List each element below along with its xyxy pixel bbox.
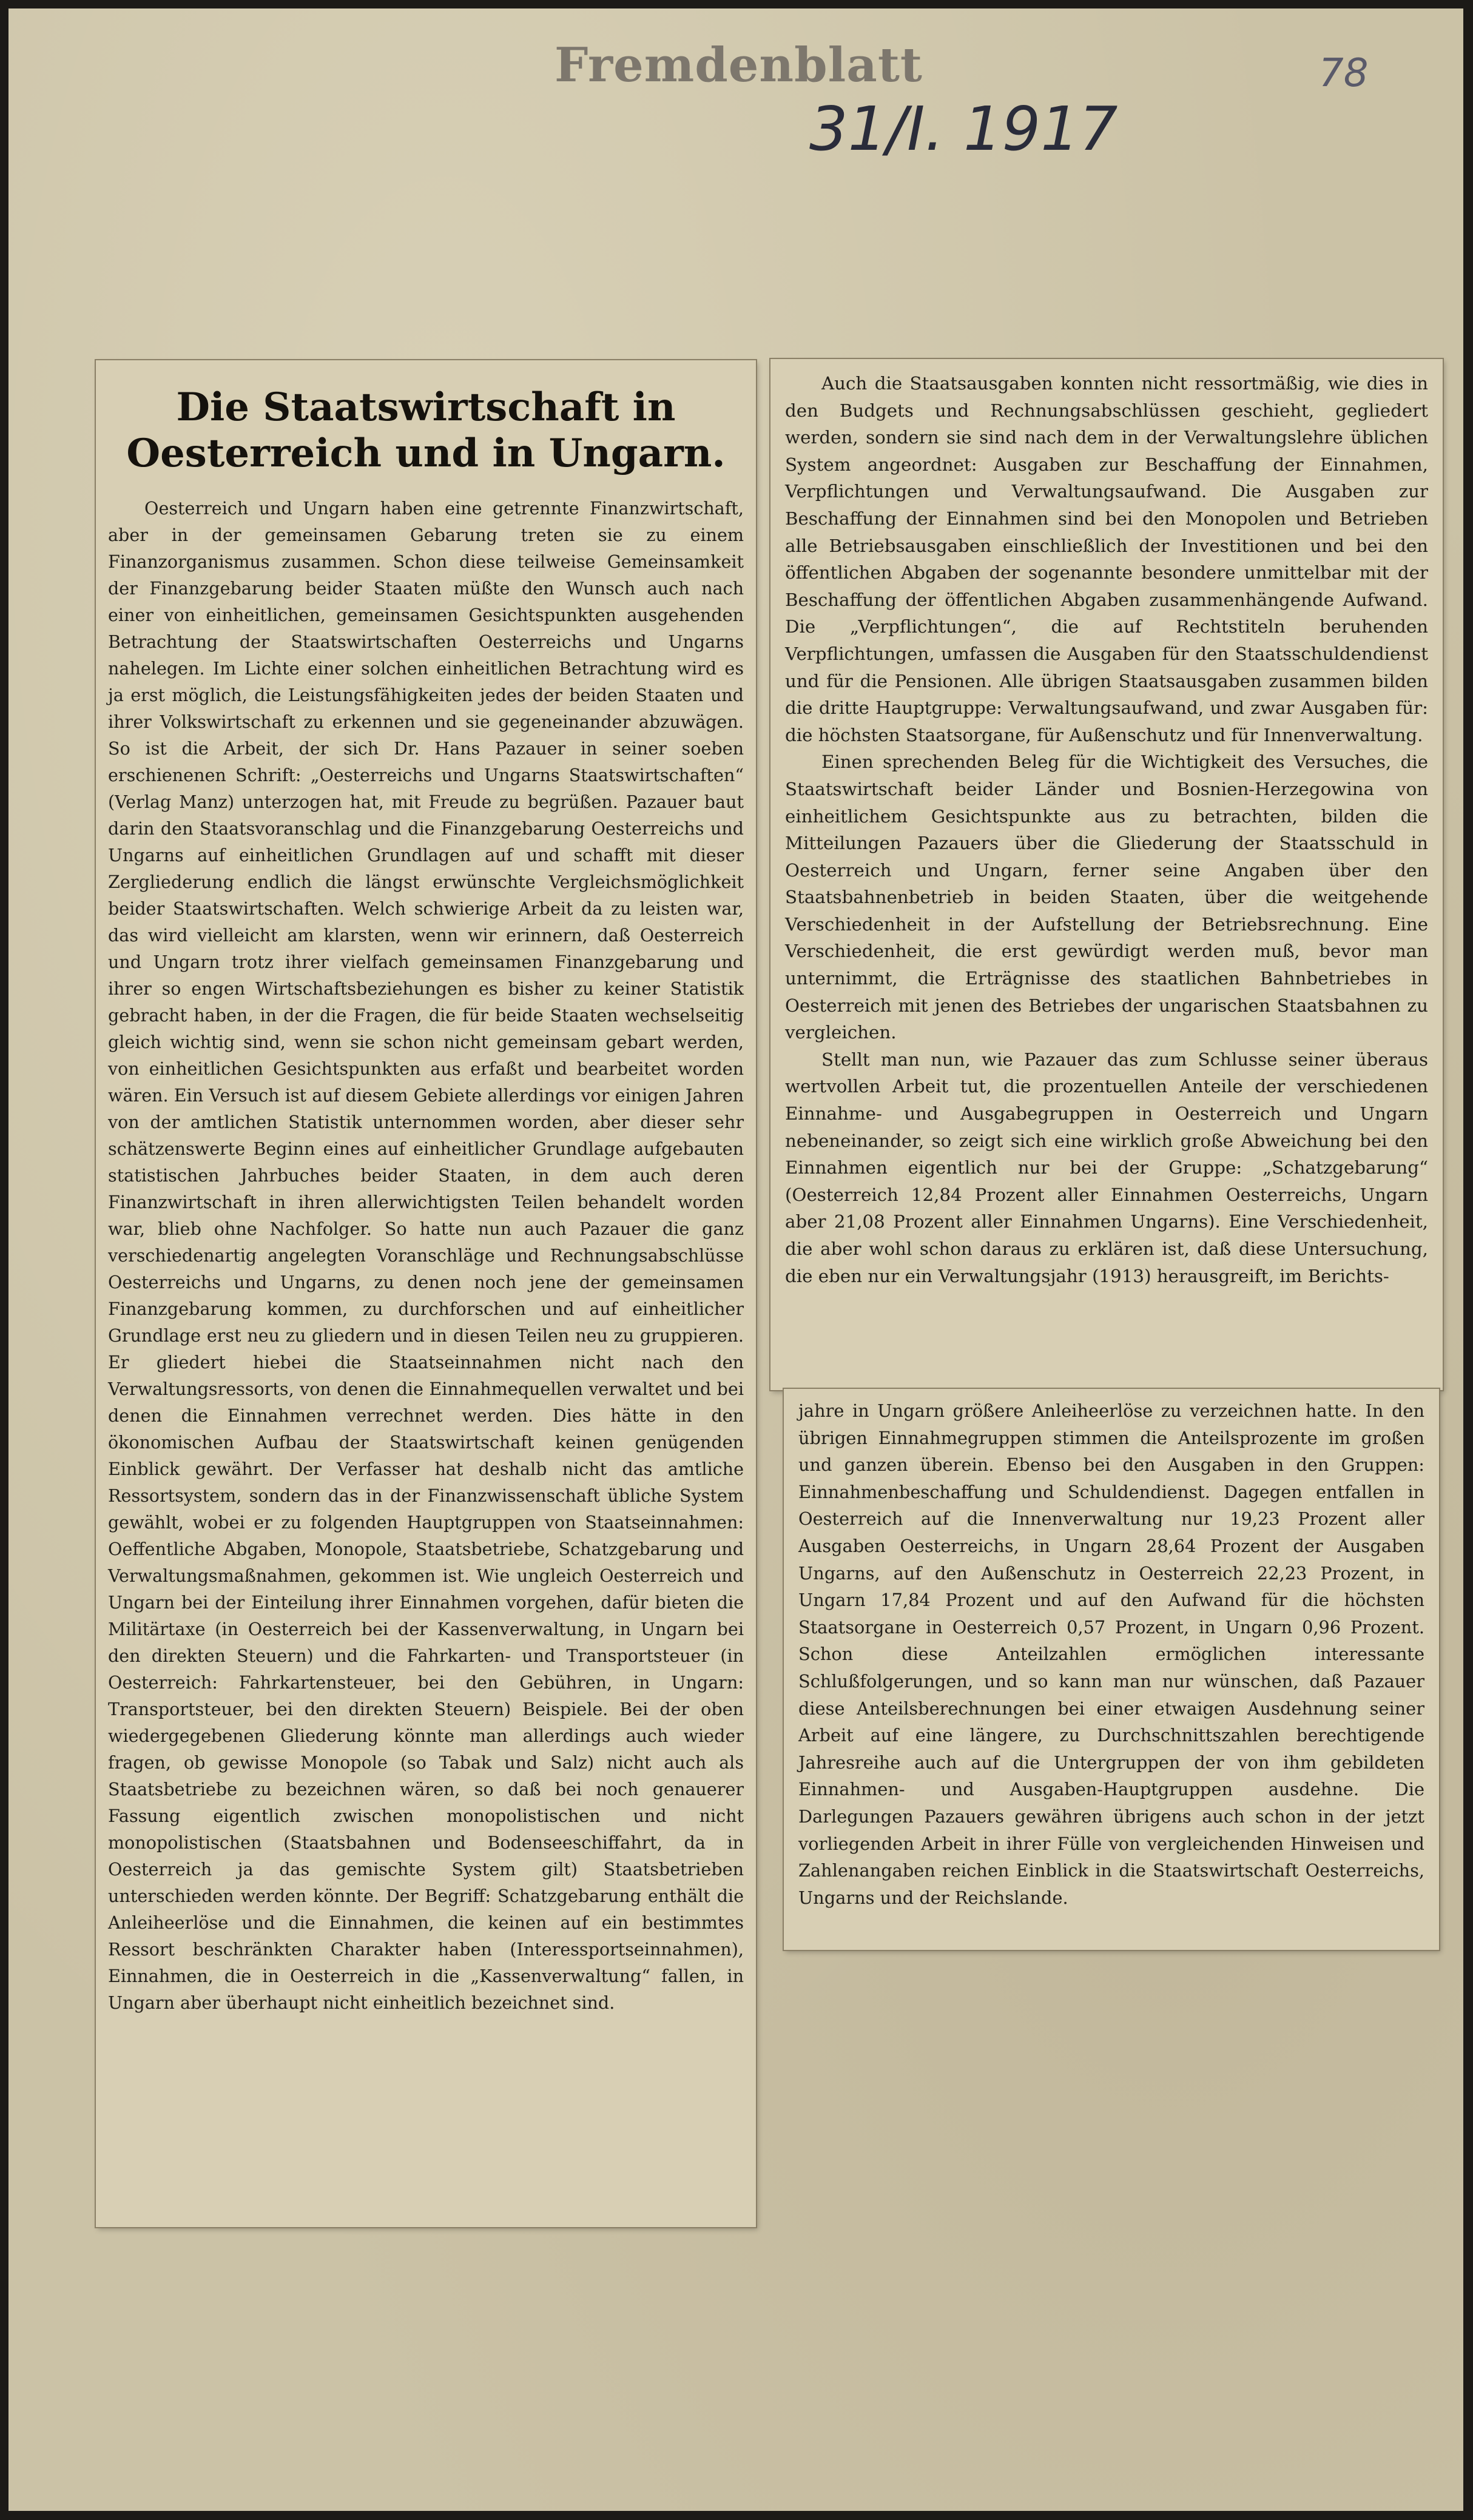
- paragraph: Einen sprechenden Beleg für die Wichtigkeit des Versuches, die Staatswirtschaft beider Länder und Bosnien-Herzegowina von einheitlichem Gesichtspunkte aus zu betrachten, bilden die Mitteilungen Pazauers über die Gliederung der Staatsschuld in Oesterreich und Ungarn, ferner seine Angaben über den Staatsbahnenbetrieb in beiden Staaten, über die weitgehende Verschiedenheit in der Aufstellung der Betriebsrechnung. Eine Verschiedenheit, die erst gewürdigt werden muß, bevor man unternimmt, die Erträgnisse des staatlichen Bahnbetriebes in Oesterreich mit jenen des Betriebes der ungarischen Staatsbahnen zu vergleichen.: [785, 751, 1428, 1043]
- paragraph: jahre in Ungarn größere Anleiheerlöse zu verzeichnen hatte. In den übrigen Einnahmegruppen stimmen die Anteilsprozente im großen und ganzen überein. Ebenso bei den Ausgaben in den Gruppen: Einnahmenbeschaffung und Schuldendienst. Dagegen entfallen in Oesterreich auf die Innenverwaltung nur 19,23 Prozent aller Ausgaben Oesterreichs, in Ungarn 28,64 Prozent der Ausgaben Ungarns, auf den Außenschutz in Oesterreich 22,23 Prozent, in Ungarn 17,84 Prozent und auf den Aufwand für die höchsten Staatsorgane in Oesterreich 0,57 Prozent, in Ungarn 0,96 Prozent. Schon diese Anteilzahlen ermöglichen interessante Schlußfolgerungen, und so kann man nur wünschen, daß Pazauer diese Anteilsberechnungen bei einer etwaigen Ausdehnung seiner Arbeit auf eine längere, zu Durchschnittszahlen berechtigende Jahresreihe auch auf die Untergruppen der von ihm gebildeten Einnahmen- und Ausgaben-Hauptgruppen ausdehne. Die Darlegungen Pazauers gewähren übrigens auch schon in der jetzt vorliegenden Arbeit in ihrer Fülle von vergleichenden Hinweisen und Zahlenangaben reichen Einblick in die Staatswirtschaft Oesterreichs, Ungarns und der Reichslande.: [798, 1400, 1424, 1908]
- article-body-right-top: [785, 370, 1428, 1289]
- paragraph: Auch die Staatsausgaben konnten nicht ressortmäßig, wie dies in den Budgets und Rechnungsabschlüssen geschieht, gegliedert werden, sondern sie sind nach dem in der Verwaltungslehre üblichen System angeordnet: Ausgaben zur Beschaffung der Einnahmen, Verpflichtungen und Verwaltungsaufwand. Die Ausgaben zur Beschaffung der Einnahmen sind bei den Monopolen und Betrieben alle Betriebsausgaben einschließlich der Investitionen und bei den öffentlichen Abgaben der sogenannte besondere unmittelbar mit der Beschaffung der öffentlichen Abgaben zusammenhängende Aufwand. Die „Verpflichtungen“, die auf Rechtstiteln beruhenden Verpflichtungen, umfassen die Ausgaben für den Staatsschuldendienst und für die Pensionen. Alle übrigen Staatsausgaben zusammen bilden die dritte Hauptgruppe: Verwaltungsaufwand, und zwar Ausgaben für: die höchsten Staatsorgane, für Außenschutz und für Innenverwaltung.: [785, 373, 1428, 745]
- article-body-right-bottom: [798, 1397, 1424, 1911]
- handwritten-date: 31/I. 1917: [809, 93, 1118, 164]
- publication-stamp: Fremdenblatt: [554, 38, 923, 93]
- article-clipping-right-bottom: [784, 1389, 1439, 1950]
- paragraph: Stellt man nun, wie Pazauer das zum Schlusse seiner überaus wertvollen Arbeit tut, die prozentuellen Anteile der verschiedenen Einnahme- und Ausgabegruppen in Oesterreich und Ungarn nebeneinander, so zeigt sich eine wirklich große Abweichung bei den Einnahmen eigentlich nur bei der Gruppe: „Schatzgebarung“ (Oesterreich 12,84 Prozent aller Einnahmen Oesterreichs, Ungarn aber 21,08 Prozent aller Einnahmen Ungarns). Eine Verschiedenheit, die aber wohl schon daraus zu erklären ist, daß diese Untersuchung, die eben nur ein Verwaltungsjahr (1913) herausgreift, im Berichts-: [785, 1049, 1428, 1286]
- article-clipping-left: [96, 360, 756, 2227]
- paragraph: Oesterreich und Ungarn haben eine getrennte Finanzwirtschaft, aber in der gemeinsamen Gebarung treten sie zu einem Finanzorganismus zusammen. Schon diese teilweise Gemeinsamkeit der Finanzgebarung beider Staaten müßte den Wunsch auch nach einer von einheitlichen, gemeinsamen Gesichtspunkten ausgehenden Betrachtung der Staatswirtschaften Oesterreichs und Ungarns nahelegen. Im Lichte einer solchen einheitlichen Betrachtung wird es ja erst möglich, die Leistungsfähigkeiten jedes der beiden Staaten und ihrer Volkswirtschaft zu erkennen und sie gegeneinander abzuwägen. So ist die Arbeit, der sich Dr. Hans Pazauer in seiner soeben erschienenen Schrift: „Oesterreichs und Ungarns Staatswirtschaften“ (Verlag Manz) unterzogen hat, mit Freude zu begrüßen. Pazauer baut darin den Staatsvoranschlag und die Finanzgebarung Oesterreichs und Ungarns auf einheitlichen Grundlagen auf und schafft mit dieser Zergliederung endlich die längst erwünschte Vergleichsmöglichkeit beider Staatswirtschaften. Welch schwierige Arbeit da zu leisten war, das wird vielleicht am klarsten, wenn wir erinnern, daß Oesterreich und Ungarn trotz ihrer vielfach gemeinsamen Finanzgebarung und ihrer so engen Wirtschaftsbeziehungen es bisher zu keiner Statistik gebracht haben, in der die Fragen, die für beide Staaten wechselseitig gleich wichtig sind, wenn sie schon nicht gemeinsam gebart werden, von einheitlichen Gesichtspunkten aus erfaßt und bearbeitet worden wären. Ein Versuch ist auf diesem Gebiete allerdings vor einigen Jahren von der amtlichen Statistik unternommen worden, aber dieser sehr schätzenswerte Beginn eines auf einheitlicher Grundlage aufgebauten statistischen Jahrbuches beider Staaten, in dem auch deren Finanzwirtschaft in ihren allerwichtigsten Teilen behandelt worden war, blieb ohne Nachfolger. So hatte nun auch Pazauer die ganz verschiedenartig angelegten Voranschläge und Rechnungsabschlüsse Oesterreichs und Ungarns, zu denen noch jene der gemeinsamen Finanzgebarung kommen, zu durchforschen und auf einheitlicher Grundlage erst neu zu gliedern und in diesen Teilen neu zu gruppieren. Er gliedert hiebei die Staatseinnahmen nicht nach den Verwaltungsressorts, von denen die Einnahmequellen verwaltet und bei denen die Einnahmen verrechnet werden. Dies hätte in den ökonomischen Aufbau der Staatswirtschaft keinen genügenden Einblick gewährt. Der Verfasser hat deshalb nicht das amtliche Ressortsystem, sondern das in der Finanzwissenschaft übliche System gewählt, wobei er zu folgenden Hauptgruppen von Staatseinnahmen: Oeffentliche Abgaben, Monopole, Staatsbetriebe, Schatzgebarung und Verwaltungsmaßnahmen, gekommen ist. Wie ungleich Oesterreich und Ungarn bei der Einteilung ihrer Einnahmen vorgehen, dafür bieten die Militärtaxe (in Oesterreich bei der Kassenverwaltung, in Ungarn bei den direkten Steuern) und die Fahrkarten- und Transportsteuer (in Oesterreich: Fahrkartensteuer, bei den Gebühren, in Ungarn: Transportsteuer, bei den direkten Steuern) Beispiele. Bei der oben wiedergegebenen Gliederung könnte man allerdings auch wieder fragen, ob gewisse Monopole (so Tabak und Salz) nicht auch als Staatsbetriebe zu bezeichnen wären, so daß bei noch genauerer Fassung eigentlich zwischen monopolistischen und nicht monopolistischen (Staatsbahnen und Bodenseeschiffahrt, da in Oesterreich ja das gemischte System gilt) Staatsbetrieben unterschieden werden könnte. Der Begriff: Schatzgebarung enthält die Anleiheerlöse und die Einnahmen, die keinen auf ein bestimmtes Ressort beschränkten Charakter haben (Interessportseinnahmen), Einnahmen, die in Oesterreich in die „Kassenverwaltung“ fallen, in Ungarn aber überhaupt nicht einheitlich bezeichnet sind.: [108, 498, 744, 2013]
- article-body-left: [108, 495, 744, 2016]
- handwritten-page-number: 78: [1319, 51, 1369, 96]
- article-clipping-right-top: [770, 359, 1443, 1390]
- article-title: Die Staatswirtschaft in Oesterreich und in Ungarn.: [126, 385, 726, 476]
